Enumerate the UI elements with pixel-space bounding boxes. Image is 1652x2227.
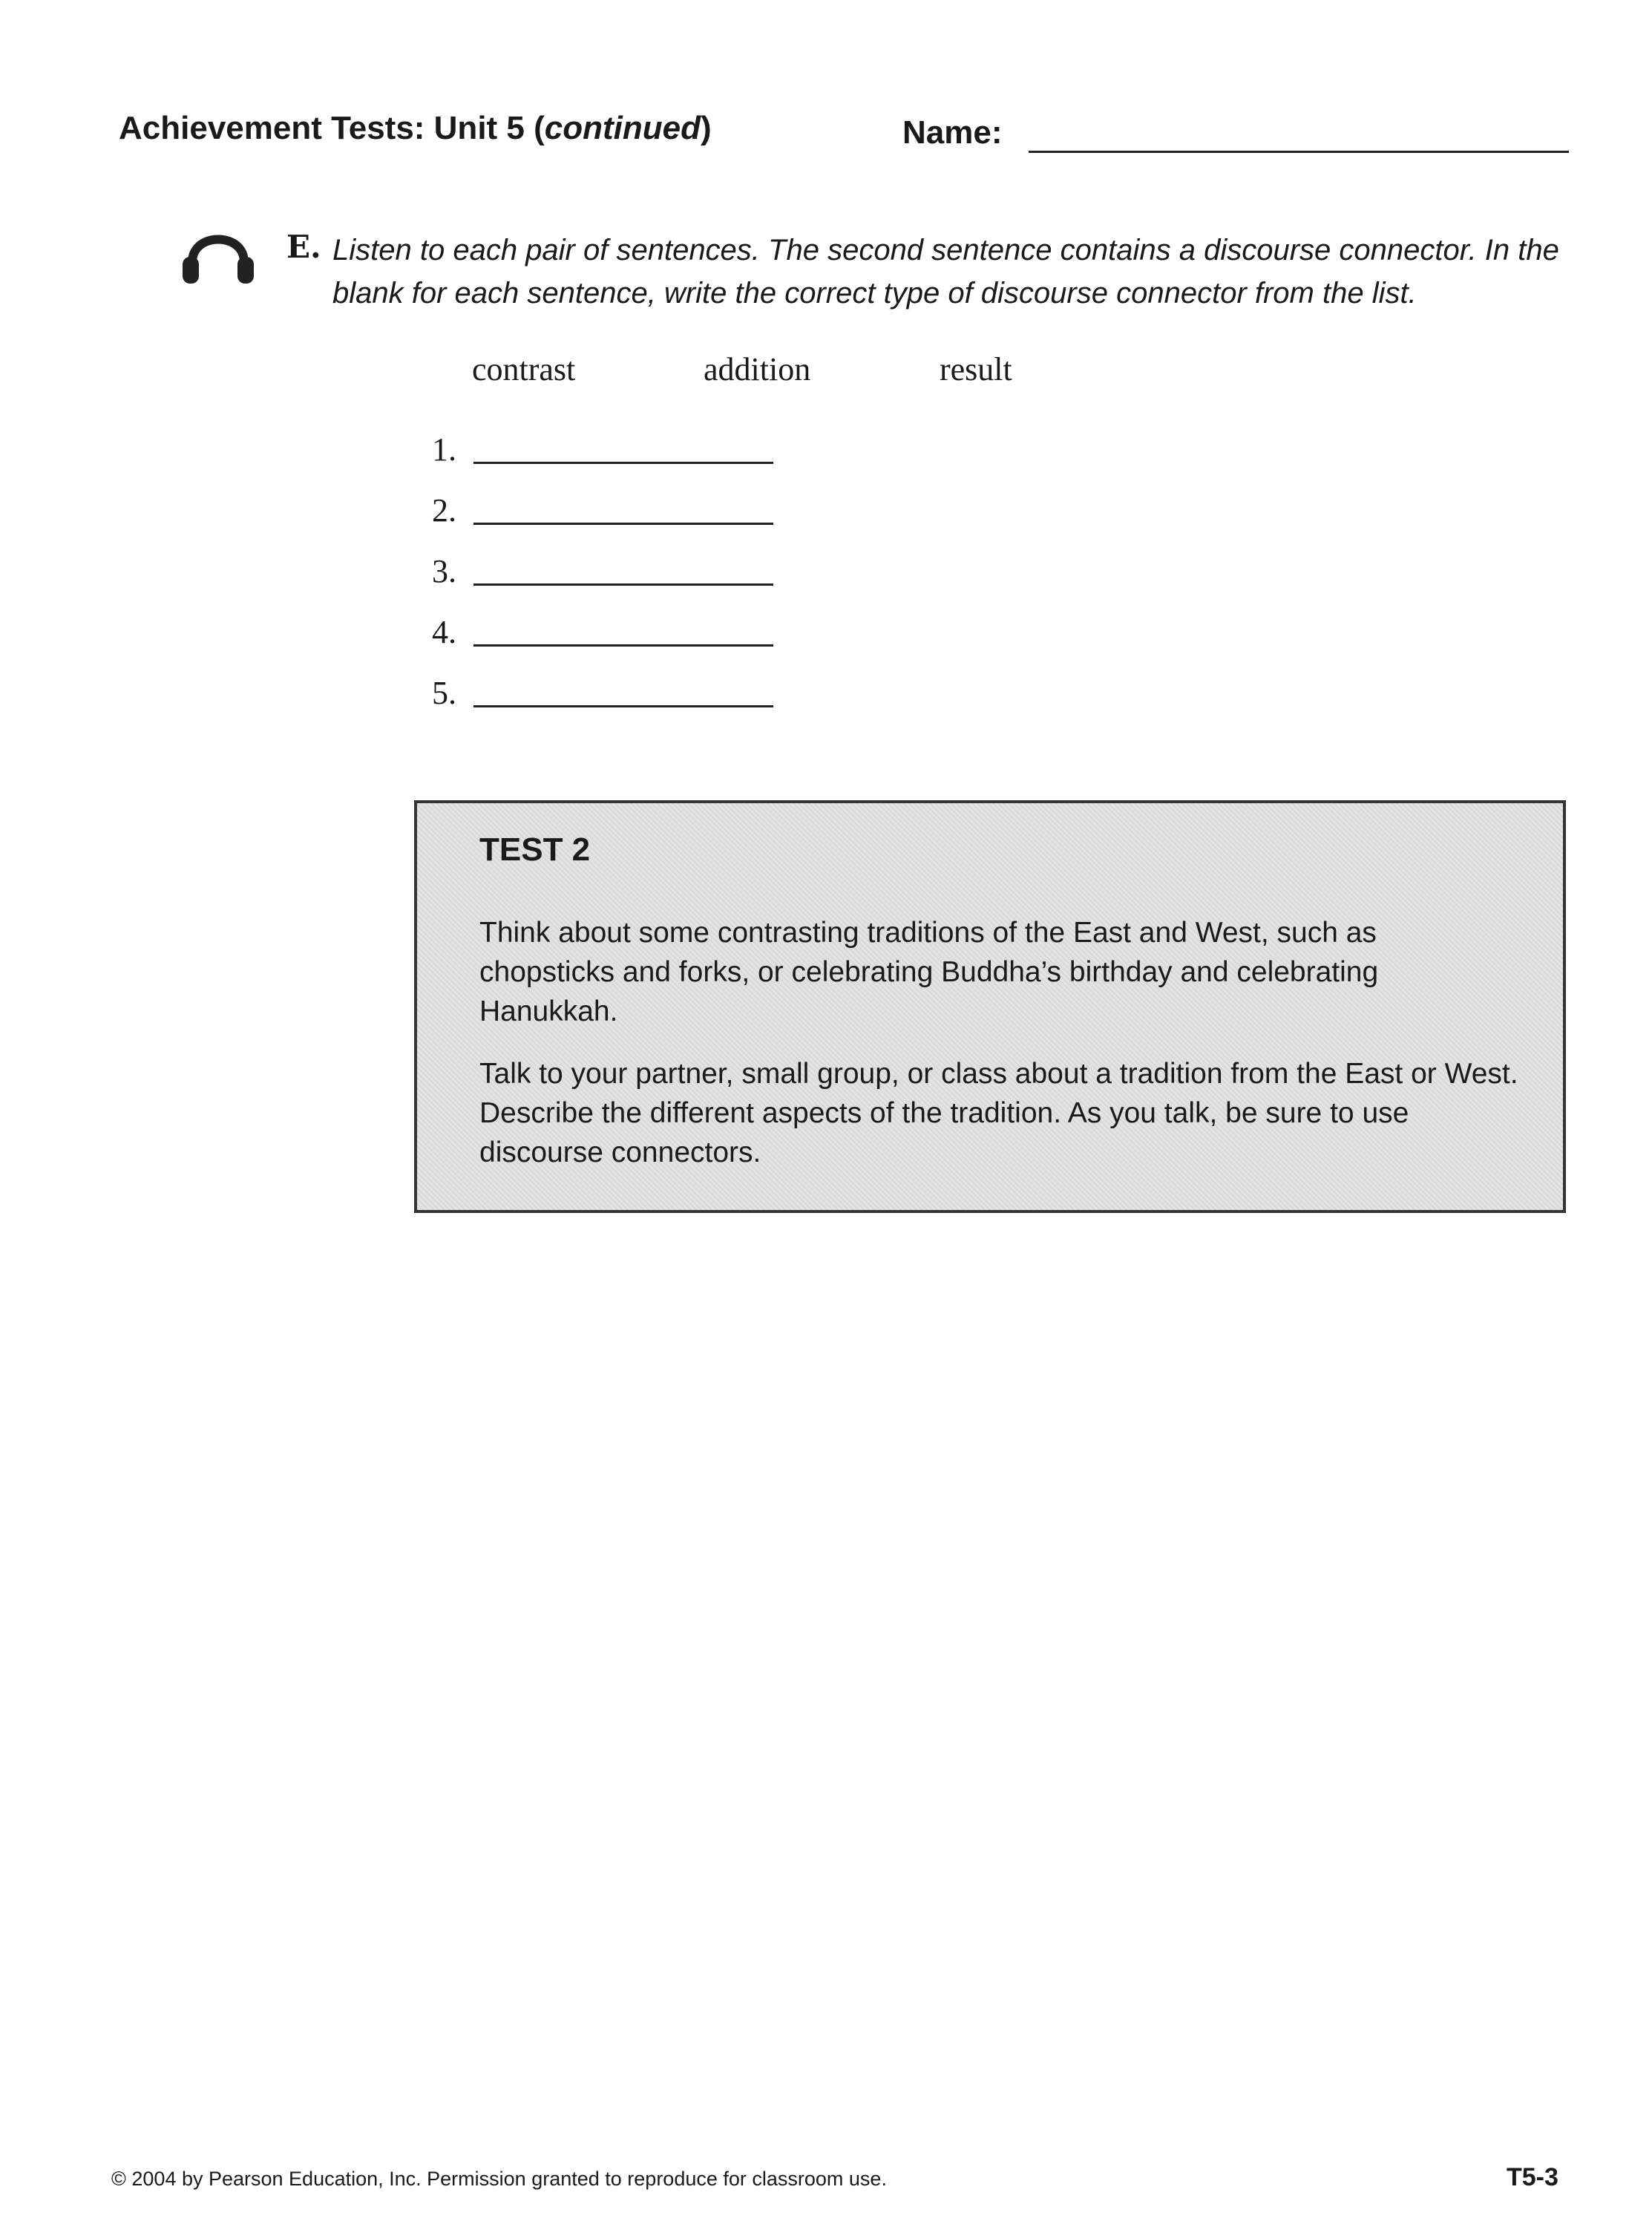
answer-item [432,667,773,727]
page-title-close: ) [700,110,712,146]
answer-list [432,423,773,727]
word-option-result: result [940,351,1012,387]
answer-blank[interactable] [473,583,773,586]
answer-number: 3. [432,553,456,589]
answer-number: 5. [432,675,456,711]
answer-item [432,545,773,606]
word-option-addition: addition [704,351,811,387]
exercise-instructions: Listen to each pair of sentences. The second sentence contains a discourse connector. In the blank for each sentence, write the correct type of discourse connector from the list. [332,234,1559,310]
answer-item [432,606,773,667]
answer-number: 1. [432,431,456,468]
test-2-box [414,800,1566,1213]
answer-blank[interactable] [473,644,773,647]
answer-number: 2. [432,492,456,529]
page-number: T5-3 [1507,2163,1558,2191]
answer-blank[interactable] [473,705,773,707]
name-field-line[interactable] [1029,151,1569,153]
copyright-notice: © 2004 by Pearson Education, Inc. Permission granted to reproduce for classroom use. [111,2168,887,2190]
name-label: Name: [902,114,1003,151]
test-2-paragraph: Talk to your partner, small group, or class about a tradition from the East or West. Describe the different aspects of the tradition. As you talk, be sure to use discourse connectors. [479,1058,1518,1168]
exercise-letter: E. [286,229,321,265]
page-title-italic: continued [544,110,701,146]
page-title-text: Achievement Tests: Unit 5 ( [119,110,545,146]
answer-blank[interactable] [473,523,773,525]
word-option-contrast: contrast [472,351,576,387]
answer-item [432,423,773,484]
headphones-icon [180,215,257,287]
answer-blank[interactable] [473,462,773,464]
test-2-paragraph: Think about some contrasting traditions of the East and West, such as chopsticks and forks, or celebrating Buddha’s birthday and celebrating Hanukkah. [479,917,1379,1027]
test-2-title: TEST 2 [479,831,591,868]
answer-item [432,484,773,545]
page-title [119,110,712,147]
answer-number: 4. [432,614,456,650]
